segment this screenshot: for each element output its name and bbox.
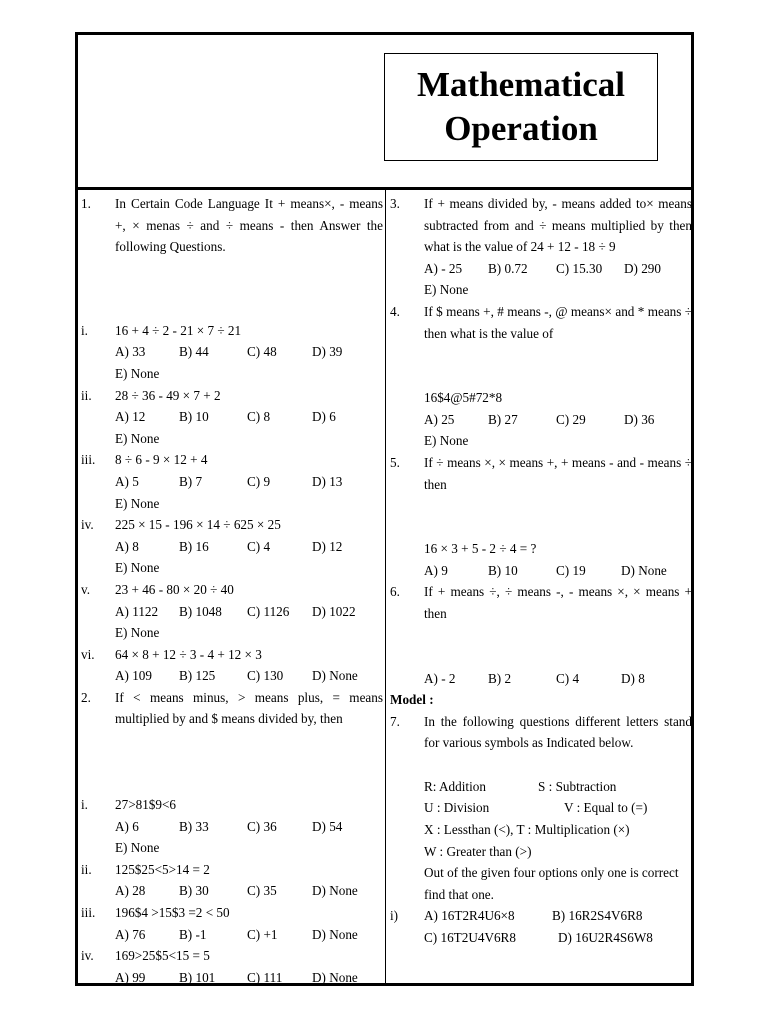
symbol-line-3: X : Lessthan (<), T : Multiplication (×) [424,822,630,838]
option-a: A) 6 [115,818,139,834]
option-c: C) 1126 [247,603,290,619]
left-column [81,193,383,988]
q2-part-iv [81,945,383,988]
question-5 [390,452,692,495]
page-frame [75,32,694,986]
option-d: D) 6 [312,409,336,425]
options-row [81,967,383,989]
option-b: B) 0.72 [488,260,528,276]
option-d: D) 16U2R4S6W8 [558,930,653,946]
q1-part-i [81,320,383,385]
option-b: B) 16 [179,538,209,554]
option-e: E) None [115,560,160,576]
symbol-u: U : Division [424,800,490,816]
options-row [81,924,383,946]
q1-part-vi [81,644,383,687]
option-b: B) 30 [179,883,209,899]
option-d: D) 13 [312,473,343,489]
question-text: If ÷ means ×, × means +, + means - and - means ÷ then [424,454,692,492]
options-row [81,471,383,493]
option-a: A) 5 [115,473,139,489]
option-e: E) None [115,495,160,511]
question-text: If < means minus, > means plus, = means multiplied by and $ means divided by, then [115,689,383,727]
spacer [81,258,383,320]
option-d: D) 54 [312,818,343,834]
symbol-line-1 [390,776,692,798]
q7-part-i [390,905,692,927]
question-4 [390,301,692,344]
part-expression: 23 + 46 - 80 × 20 ÷ 40 [115,581,234,597]
options-row [390,560,692,582]
column-divider [385,190,386,983]
option-a: A) 25 [424,411,455,427]
q2-part-ii [81,859,383,902]
q2-part-i [81,794,383,859]
spacer [390,344,692,387]
option-a: A) - 2 [424,670,456,686]
part-expression: 28 ÷ 36 - 49 × 7 + 2 [115,387,221,403]
option-a: A) 76 [115,926,146,942]
option-e: E) None [115,840,160,856]
question-text: If + means divided by, - means added to× means subtracted from and ÷ means multiplied by then what is the value of 24 + 12 - 18 ÷ 9 [424,196,692,255]
title-line-2: Operation [444,109,598,148]
option-d: D) None [312,969,358,985]
part-expression: 64 × 8 + 12 ÷ 3 - 4 + 12 × 3 [115,646,262,662]
option-e: E) None [424,433,469,449]
part-number: vi. [81,646,95,662]
part-number: i) [390,908,399,924]
options-row [390,409,692,431]
option-d: D) 1022 [312,603,356,619]
symbol-s: S : Subtraction [538,778,617,794]
option-b: B) 101 [179,969,216,985]
part-expression: 8 ÷ 6 - 9 × 12 + 4 [115,452,208,468]
question-1 [81,193,383,258]
options-row [81,601,383,623]
option-b: B) 7 [179,473,203,489]
part-number: i. [81,322,88,338]
option-d: D) None [312,668,358,684]
option-b: B) 10 [179,409,209,425]
option-c: C) 35 [247,883,277,899]
option-c: C) 19 [556,562,586,578]
option-c: C) +1 [247,926,278,942]
question-expression: 16$4@5#72*8 [424,390,503,406]
option-b: B) 10 [488,562,518,578]
options-row [81,816,383,838]
question-number: 1. [81,196,91,211]
spacer [390,625,692,668]
question-number: 6. [390,584,400,600]
question-text: If $ means +, # means -, @ means× and * means ÷ then what is the value of [424,303,692,341]
option-b: B) 2 [488,670,512,686]
option-b: B) 16R2S4V6R8 [552,908,643,924]
option-a: A) 9 [424,562,448,578]
options-row [81,880,383,902]
instruction-text: Out of the given four options only one is correct find that one. [424,865,679,902]
part-expression: 27>81$9<6 [115,797,177,813]
q1-part-ii [81,385,383,450]
part-expression: 125$25<5>14 = 2 [115,861,210,877]
options-row [390,668,692,690]
options-row [81,665,383,687]
option-a: A) 16T2R4U6×8 [424,908,515,924]
option-d: D) None [621,562,667,578]
part-expression: 196$4 >15$3 =2 < 50 [115,905,230,921]
right-column [390,193,692,949]
question-text: If + means ÷, ÷ means -, - means ×, × means + then [424,584,692,621]
question-number: 7. [390,713,400,729]
options-row [424,905,692,927]
question-number: 3. [390,196,400,211]
option-d: D) 8 [621,670,645,686]
part-number: iv. [81,517,94,533]
option-a: A) 8 [115,538,139,554]
options-row [390,258,692,280]
symbol-line-2 [390,797,692,819]
part-number: ii. [81,861,92,877]
options-row [81,341,383,363]
option-d: D) 36 [624,411,655,427]
option-c: C) 15.30 [556,260,603,276]
option-a: A) 12 [115,409,146,425]
option-d: D) 39 [312,344,343,360]
option-c: C) 8 [247,409,271,425]
spacer [81,730,383,794]
part-number: ii. [81,387,92,403]
question-3 [390,193,692,258]
question-2 [81,687,383,730]
option-c: C) 36 [247,818,277,834]
model-heading: Model : [390,692,434,708]
spacer [390,754,692,776]
question-expression: 16 × 3 + 5 - 2 ÷ 4 = ? [424,541,537,557]
part-expression: 16 + 4 ÷ 2 - 21 × 7 ÷ 21 [115,322,242,338]
option-b: B) 125 [179,668,216,684]
option-c: C) 29 [556,411,586,427]
q1-part-v [81,579,383,644]
q1-part-iii [81,449,383,514]
options-row-2 [390,927,692,949]
option-b: B) 44 [179,344,209,360]
symbol-v: V : Equal to (=) [564,800,648,816]
option-c: C) 16T2U4V6R8 [424,930,516,946]
option-a: A) 33 [115,344,146,360]
part-expression: 169>25$5<15 = 5 [115,948,210,964]
question-number: 5. [390,454,400,470]
option-c: C) 48 [247,344,277,360]
spacer [390,495,692,538]
question-number: 2. [81,689,91,705]
symbol-line-4: W : Greater than (>) [424,843,532,859]
option-a: A) 28 [115,883,146,899]
option-a: A) - 25 [424,260,463,276]
question-7 [390,711,692,754]
options-row [81,536,383,558]
symbol-r: R: Addition [424,778,486,794]
option-e: E) None [424,282,469,298]
q1-part-iv [81,514,383,579]
option-b: B) 27 [488,411,518,427]
part-expression: 225 × 15 - 196 × 14 ÷ 625 × 25 [115,517,281,533]
part-number: i. [81,797,88,813]
option-d: D) None [312,883,358,899]
question-6 [390,581,692,624]
title-line-1: Mathematical [417,65,625,104]
option-b: B) 1048 [179,603,222,619]
option-c: C) 4 [556,670,580,686]
question-text: In the following questions different letters stand for various symbols as Indicated below. [424,713,692,751]
part-number: iii. [81,452,96,468]
title-box [384,53,658,161]
option-c: C) 111 [247,969,283,985]
option-d: D) 12 [312,538,343,554]
option-b: B) -1 [179,926,207,942]
option-d: D) 290 [624,260,661,276]
question-number: 4. [390,303,400,319]
part-number: v. [81,581,91,597]
part-number: iii. [81,905,96,921]
option-d: D) None [312,926,358,942]
option-a: A) 99 [115,969,146,985]
part-number: iv. [81,948,94,964]
q2-part-iii [81,902,383,945]
option-c: C) 9 [247,473,271,489]
option-e: E) None [115,625,160,641]
option-e: E) None [115,430,160,446]
option-b: B) 33 [179,818,209,834]
question-text: In Certain Code Language It + means×, - means +, × menas ÷ and ÷ means - then Answer the following Questions. [115,196,383,255]
option-e: E) None [115,365,160,381]
option-c: C) 130 [247,668,284,684]
option-a: A) 109 [115,668,152,684]
option-c: C) 4 [247,538,271,554]
option-a: A) 1122 [115,603,159,619]
options-row [81,406,383,428]
